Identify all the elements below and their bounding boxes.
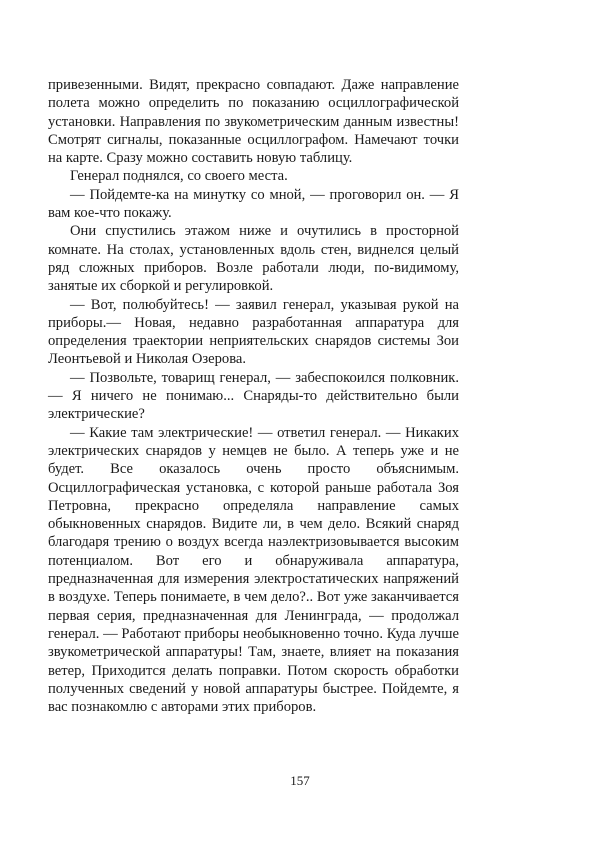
paragraph-6: — Позвольте, товарищ генерал, — забеспокоился полковник. — Я ничего не понимаю... Снаряды-то действительно были электрические? [48, 369, 459, 423]
paragraph-2: Генерал поднялся, со своего места. [70, 168, 288, 185]
paragraph-1: привезенными. Видят, прекрасно совпадают. Даже направление полета можно определить по показанию осциллографической установки. Направления по звукометрическим данным известны! Смотрят сигналы, показанные осциллографом. Намечают точки на карте. Сразу можно составить новую таблицу. [48, 77, 459, 167]
paragraph-3: — Пойдемте-ка на минутку со мной, — проговорил он. — Я вам кое-что покажу. [48, 186, 459, 222]
page-number: 157 [290, 773, 310, 788]
paragraph-4: Они спустились этажом ниже и очутились в просторной комнате. На столах, установленных вдоль стен, виднелся целый ряд сложных приборов. Возле работали люди, по-видимому, занятые их сборкой и регулировкой. [48, 223, 459, 295]
paragraph-7: — Какие там электрические! — ответил генерал. — Никаких электрических снарядов у немцев не было. А теперь уже и не будет. Все оказалось очень просто объяснимым. Осциллографическая установка, с которой раньше работала Зоя Петровна, прекрасно определяла направление самых обыкновенных снарядов. Видите ли, в чем дело. Всякий снаряд благодаря трению о воздух всегда наэлектризовывается высоким потенциалом. Вот его и обнаруживала аппаратура, предназначенная для измерения электростатических напряжений в воздухе. Теперь понимаете, в чем дело?.. Вот уже заканчивается первая серия, предназначенная для Ленинграда, — продолжал генерал. — Работают приборы необыкновенно точно. Куда лучше звукометрической аппаратуры! Там, знаете, влияет на показания ветер, Приходится делать поправки. Потом скорость обработки полученных сведений у новой аппаратуры быстрее. Пойдемте, я вас познакомлю с авторами этих приборов. [48, 424, 459, 716]
paragraph-5: — Вот, полюбуйтесь! — заявил генерал, указывая рукой на приборы.— Новая, недавно разработанная аппаратура для определения траектории неприятельских снарядов системы Зои Леонтьевой и Николая Озерова. [48, 296, 459, 368]
body-text [48, 76, 459, 716]
